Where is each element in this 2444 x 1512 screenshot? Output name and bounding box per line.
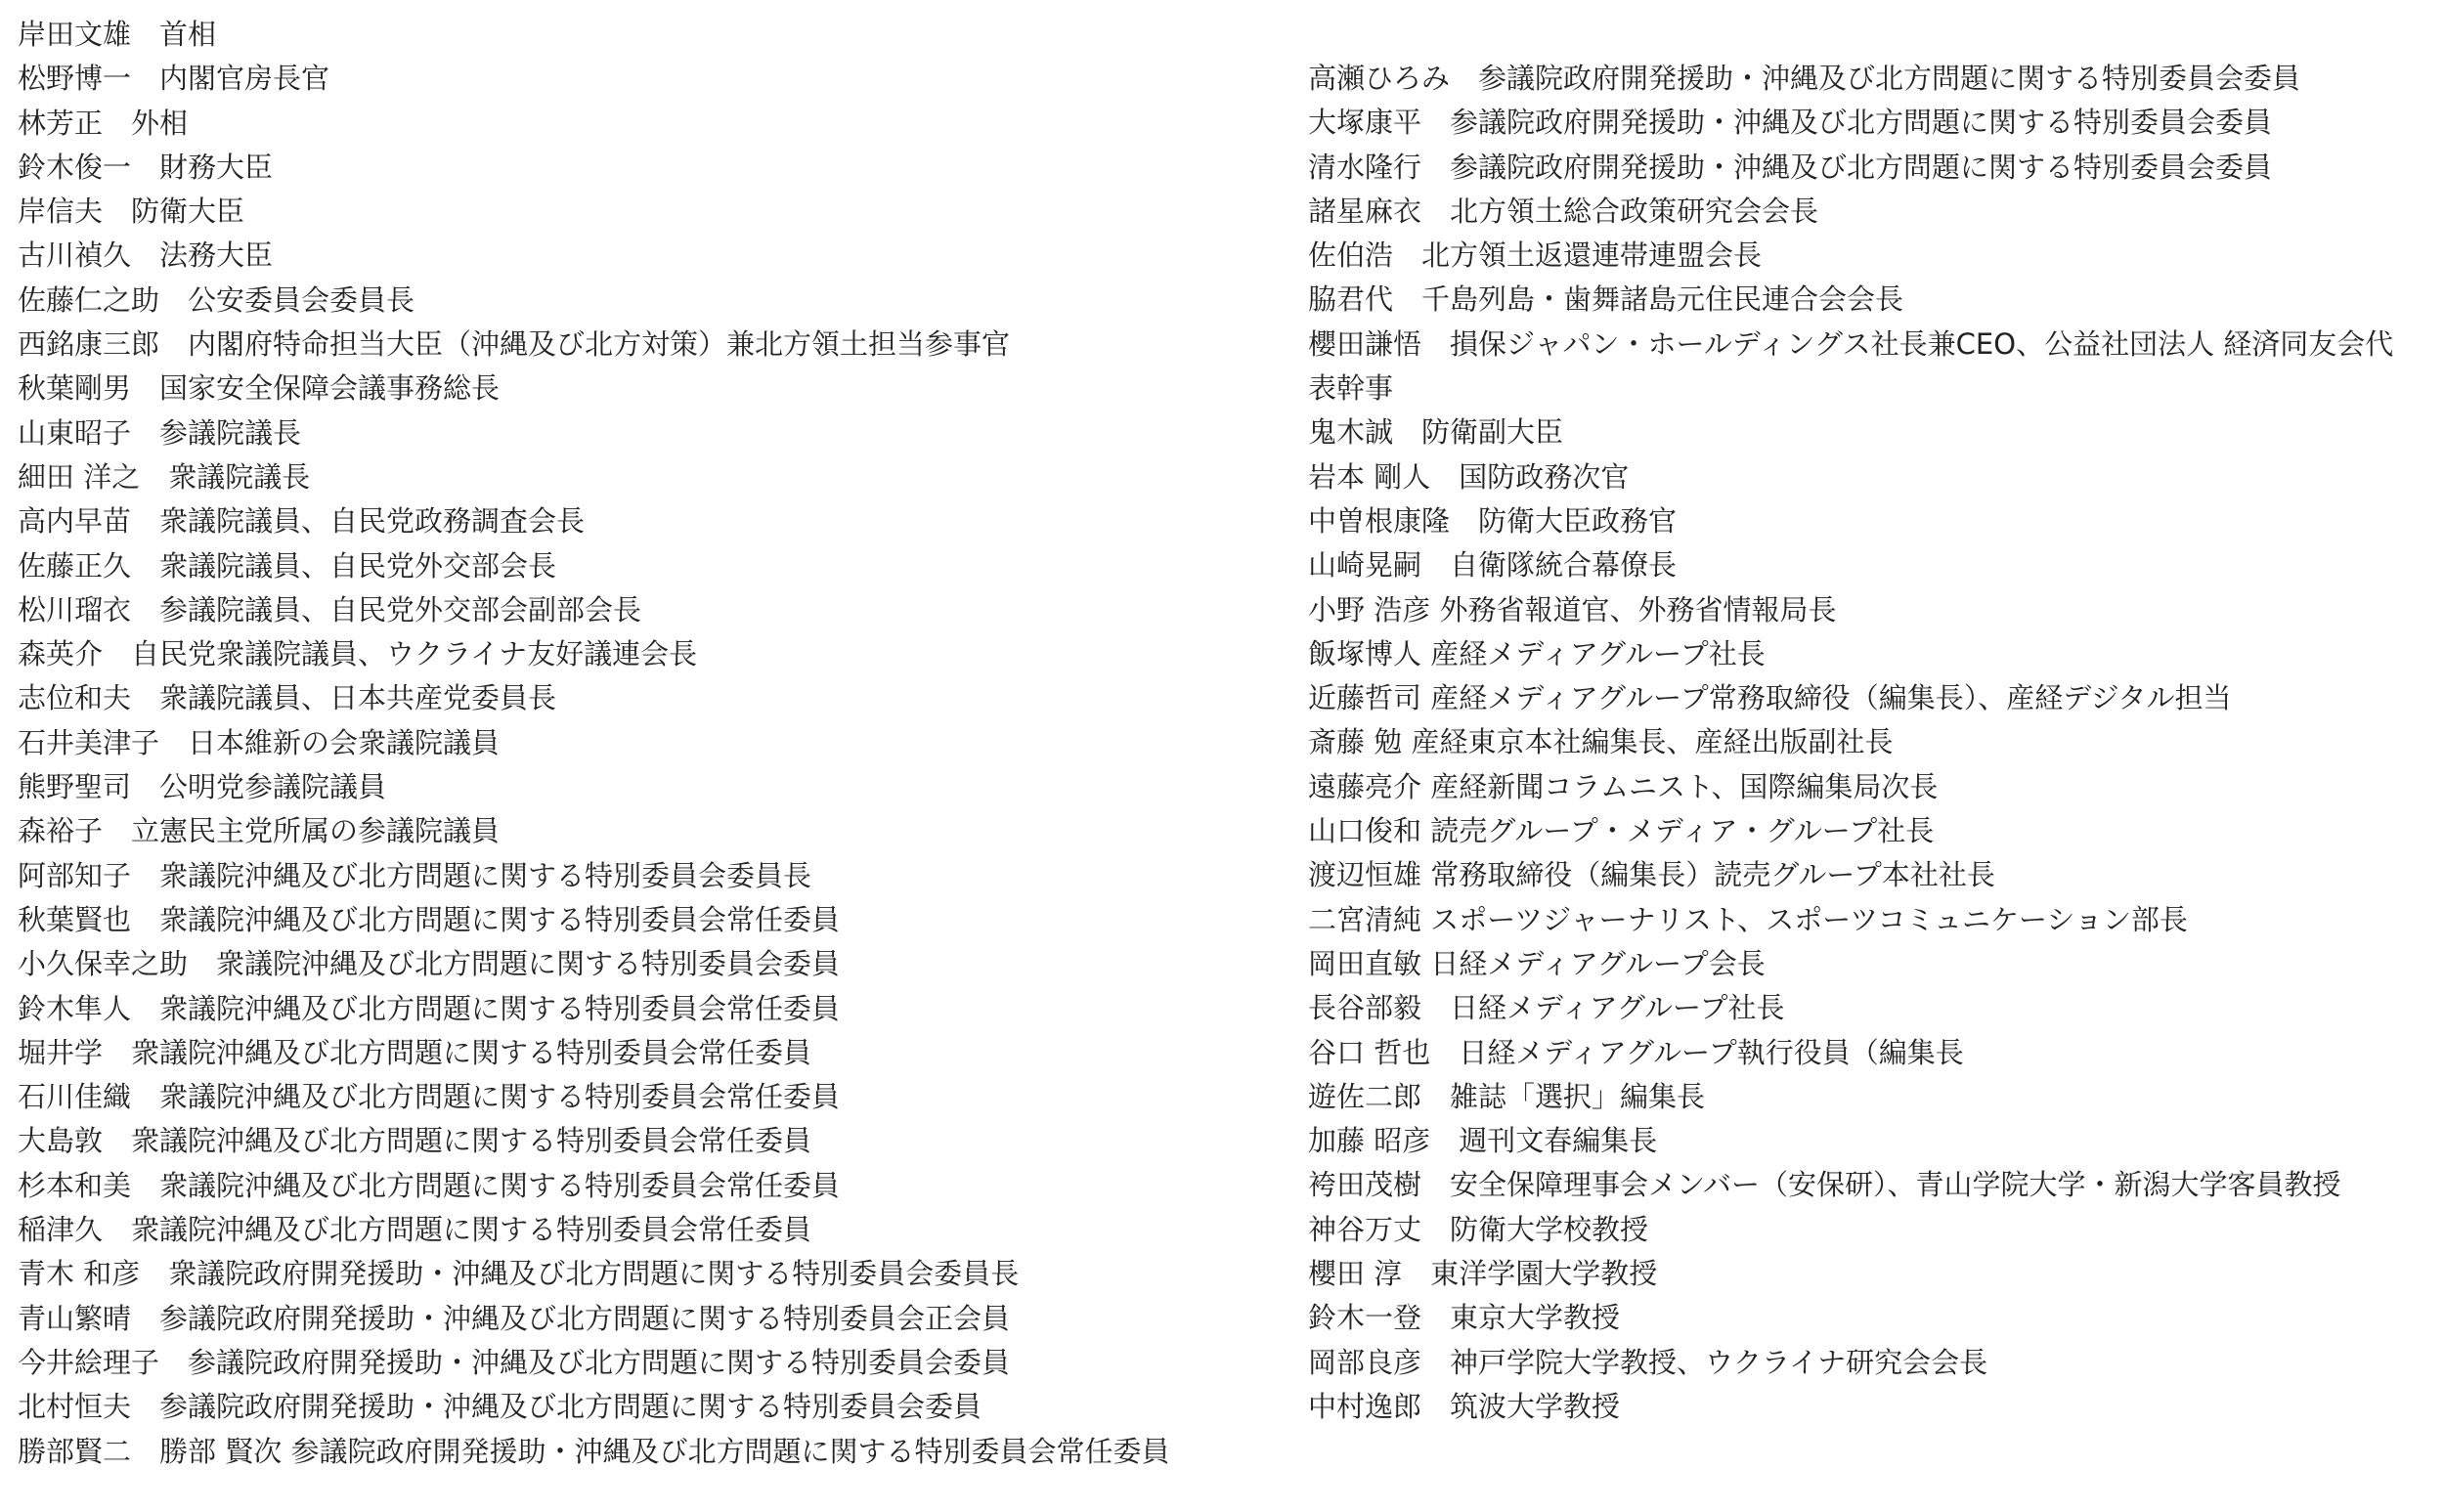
person-role: 衆議院議長 [168, 459, 311, 494]
person-role: 参議院政府開発援助・沖縄及び北方問題に関する特別委員会委員 [1450, 106, 2273, 140]
list-item [18, 765, 1288, 809]
name-role-separator [131, 151, 159, 184]
name-role-separator [1393, 238, 1421, 272]
person-role: 衆議院議員、日本共産党委員長 [159, 681, 557, 715]
list-item [1308, 1163, 2432, 1207]
name-role-separator [131, 1390, 159, 1423]
list-item [18, 1208, 1288, 1252]
name-role-separator [1430, 1124, 1459, 1157]
person-name: 古川禎久 [18, 238, 132, 273]
name-role-separator [140, 1257, 168, 1290]
list-item [1308, 499, 2432, 543]
person-name: 長谷部毅 [1308, 991, 1422, 1025]
person-name: 秋葉剛男 [18, 371, 132, 406]
name-role-separator [1402, 1257, 1430, 1290]
list-item [1308, 898, 2432, 942]
name-role-separator [1450, 62, 1478, 95]
list-item [1308, 1075, 2432, 1119]
person-role: 産経メディアグループ社長 [1430, 636, 1766, 670]
person-role: 北方領土総合政策研究会会長 [1450, 194, 1819, 228]
person-name: 北村恒夫 [18, 1390, 132, 1424]
person-role: 外相 [131, 106, 189, 140]
list-item [18, 1164, 1288, 1208]
list-item [1308, 986, 2432, 1030]
name-role-separator [131, 1080, 159, 1113]
name-role-separator [1421, 858, 1430, 891]
name-role-separator [1421, 770, 1430, 803]
name-role-separator [1421, 1346, 1450, 1379]
person-name: 山崎晃嗣 [1308, 548, 1422, 583]
list-item [18, 190, 1288, 234]
name-role-separator [1421, 1168, 1450, 1201]
name-role-separator [1421, 1213, 1450, 1246]
person-role: 日経メディアグループ会長 [1430, 946, 1766, 980]
name-role-separator [1421, 1080, 1450, 1113]
person-name: 諸星麻衣 [1308, 194, 1422, 228]
name-role-separator [131, 992, 159, 1025]
list-item [1308, 809, 2432, 853]
person-name: 石井美津子 [18, 725, 160, 759]
name-role-separator [103, 814, 131, 847]
name-role-separator [131, 859, 159, 892]
left-column-list [18, 13, 1288, 1474]
person-role: 法務大臣 [159, 238, 274, 273]
name-role-separator [1421, 548, 1450, 582]
name-role-separator [131, 62, 159, 95]
list-item [18, 898, 1288, 942]
list-item [18, 987, 1288, 1031]
person-role: 内閣官房長官 [159, 62, 330, 96]
person-role: 立憲民主党所属の参議院議員 [131, 814, 501, 848]
list-item [18, 234, 1288, 278]
name-role-separator [131, 903, 159, 936]
person-role: 防衛大臣 [131, 194, 245, 229]
person-name: 二宮清純 [1308, 902, 1422, 936]
person-name: 細田 洋之 [18, 459, 141, 494]
person-role: 衆議院沖縄及び北方問題に関する特別委員会常任委員 [131, 1035, 812, 1069]
name-role-separator [1421, 327, 1450, 361]
person-role: 雑誌「選択」編集長 [1450, 1079, 1706, 1113]
person-name: 櫻田 淳 [1308, 1257, 1403, 1291]
person-name: 林芳正 [18, 106, 104, 140]
name-role-separator [159, 726, 188, 759]
name-role-separator [1421, 194, 1450, 228]
person-name: 青山繁晴 [18, 1301, 132, 1335]
name-role-separator [1393, 282, 1421, 316]
list-item [1308, 190, 2432, 234]
person-role: 防衛大臣政務官 [1478, 503, 1678, 538]
name-role-separator [188, 947, 216, 980]
person-name: 岡部良彦 [1308, 1345, 1422, 1379]
list-item [1308, 455, 2432, 499]
person-name: 山東昭子 [18, 415, 132, 450]
person-role: 衆議院沖縄及び北方問題に関する特別委員会常任委員 [159, 1080, 841, 1114]
person-name: 高瀬ひろみ [1308, 62, 1451, 95]
list-item [1308, 1341, 2432, 1385]
name-role-separator [1450, 504, 1478, 538]
list-item [18, 1385, 1288, 1429]
name-role-separator [131, 504, 159, 538]
name-role-separator [103, 107, 131, 140]
name-role-separator [131, 1435, 159, 1468]
person-name: 佐藤仁之助 [18, 282, 160, 317]
person-role: 安全保障理事会メンバー（安保研）、青山学院大学・新潟大学客員教授 [1450, 1168, 2341, 1202]
person-name: 大塚康平 [1308, 106, 1422, 140]
person-role: 自衛隊統合幕僚長 [1450, 548, 1678, 583]
person-name: 山口俊和 [1308, 814, 1422, 848]
name-role-separator [159, 283, 188, 317]
list-item [18, 279, 1288, 323]
name-role-separator [131, 371, 159, 405]
person-name: 袴田茂樹 [1308, 1168, 1422, 1202]
list-item [1308, 278, 2432, 322]
person-name: 遠藤亮介 [1308, 769, 1422, 803]
name-role-separator [159, 1346, 188, 1379]
list-item [18, 1075, 1288, 1119]
name-role-separator [131, 18, 159, 51]
person-role: 衆議院沖縄及び北方問題に関する特別委員会委員 [216, 947, 841, 981]
person-name: 神谷万丈 [1308, 1212, 1422, 1246]
list-item [18, 1031, 1288, 1075]
person-name: 石川佳織 [18, 1080, 132, 1114]
person-role: 参議院政府開発援助・沖縄及び北方問題に関する特別委員会委員 [159, 1390, 982, 1424]
name-role-separator [159, 327, 188, 361]
name-role-separator [1421, 991, 1450, 1024]
list-item [18, 1119, 1288, 1163]
person-name: 近藤哲司 [1308, 681, 1422, 715]
person-role: 東京大学教授 [1450, 1301, 1621, 1335]
list-item [1308, 1385, 2432, 1429]
person-name: 中曽根康隆 [1308, 503, 1451, 538]
list-item [18, 499, 1288, 543]
list-item [18, 588, 1288, 632]
person-role: 防衛副大臣 [1421, 415, 1564, 450]
name-role-separator [131, 770, 159, 803]
person-name: 大島敦 [18, 1124, 104, 1158]
person-name: 斎藤 勉 [1308, 725, 1403, 759]
name-role-separator [1393, 415, 1421, 449]
list-item [1308, 1252, 2432, 1296]
list-item [1308, 765, 2432, 809]
name-role-separator [1421, 947, 1430, 980]
person-name: 小野 浩彦 [1308, 592, 1431, 626]
person-role: 勝部 賢次 参議院政府開発援助・沖縄及び北方問題に関する特別委員会常任委員 [159, 1434, 1170, 1468]
person-role: 衆議院沖縄及び北方問題に関する特別委員会常任委員 [159, 1168, 841, 1202]
person-name: 西銘康三郎 [18, 327, 160, 362]
name-role-separator [131, 681, 159, 714]
person-name: 森裕子 [18, 814, 104, 848]
person-name: 遊佐二郎 [1308, 1079, 1422, 1113]
name-role-separator [1430, 460, 1459, 494]
person-role: 読売グループ・メディア・グループ社長 [1430, 814, 1935, 848]
list-item [18, 1341, 1288, 1385]
list-item [1308, 1119, 2432, 1163]
list-item [18, 1252, 1288, 1296]
person-name: 小久保幸之助 [18, 947, 189, 981]
name-role-separator [103, 194, 131, 228]
list-item [1308, 323, 2413, 411]
person-name: 鈴木隼人 [18, 991, 132, 1025]
person-name: 高内早苗 [18, 504, 132, 539]
list-item [18, 13, 1288, 57]
person-role: 日経メディアグループ執行役員（編集長 [1459, 1035, 1964, 1069]
list-item [18, 942, 1288, 986]
name-role-separator [1421, 151, 1450, 184]
person-role: 東洋学園大学教授 [1430, 1257, 1658, 1291]
person-role: 衆議院沖縄及び北方問題に関する特別委員会常任委員 [159, 902, 841, 936]
list-item [18, 367, 1288, 410]
list-item [18, 1297, 1288, 1341]
person-name: 今井絵理子 [18, 1345, 160, 1379]
list-item [1308, 1031, 2432, 1075]
person-role: 損保ジャパン・ホールディングス社長兼CEO、公益社団法人 経済同友会代表幹事 [1308, 326, 2394, 406]
person-role: 参議院政府開発援助・沖縄及び北方問題に関する特別委員会委員 [1478, 62, 2301, 95]
list-item [18, 544, 1288, 588]
name-role-separator [1421, 106, 1450, 139]
name-role-separator [131, 1169, 159, 1202]
person-role: 神戸学院大学教授、ウクライナ研究会会長 [1450, 1345, 1988, 1379]
person-name: 鬼木誠 [1308, 415, 1394, 450]
person-role: 参議院政府開発援助・沖縄及び北方問題に関する特別委員会委員 [1450, 150, 2273, 184]
person-role: 衆議院沖縄及び北方問題に関する特別委員会常任委員 [131, 1124, 812, 1158]
person-name: 森英介 [18, 637, 104, 671]
person-role: 衆議院沖縄及び北方問題に関する特別委員会常任委員 [159, 991, 841, 1025]
list-item [18, 676, 1288, 720]
person-role: 北方領土返還連帯連盟会長 [1421, 238, 1763, 273]
name-role-separator [1421, 637, 1430, 670]
right-column-list [1308, 57, 2432, 1429]
name-role-separator [140, 460, 168, 494]
list-item [1308, 942, 2432, 986]
person-name: 岩本 剛人 [1308, 459, 1431, 494]
name-role-separator [1421, 1301, 1450, 1334]
name-role-separator [1430, 1036, 1459, 1069]
person-role: 衆議院沖縄及び北方問題に関する特別委員会委員長 [159, 858, 812, 892]
list-item [1308, 543, 2432, 587]
person-role: 衆議院議員、自民党政務調査会長 [159, 504, 586, 539]
person-role: 筑波大学教授 [1450, 1389, 1621, 1423]
name-role-separator [131, 1302, 159, 1335]
list-item [1308, 410, 2432, 454]
list-item [18, 632, 1288, 676]
list-item [18, 57, 1288, 101]
person-role: 参議院議員、自民党外交部会副部会長 [159, 592, 642, 626]
list-item [18, 809, 1288, 853]
person-name: 佐伯浩 [1308, 238, 1394, 273]
person-role: 参議院政府開発援助・沖縄及び北方問題に関する特別委員会委員 [188, 1345, 1011, 1379]
list-item [1308, 1296, 2432, 1340]
name-role-separator [131, 416, 159, 450]
person-role: 防衛大学校教授 [1450, 1212, 1649, 1246]
person-name: 阿部知子 [18, 858, 132, 892]
list-item [1308, 853, 2432, 897]
person-name: 谷口 哲也 [1308, 1035, 1431, 1069]
person-role: 国家安全保障会議事務総長 [159, 371, 501, 406]
name-role-separator [103, 1124, 131, 1157]
person-role: 日経メディアグループ社長 [1450, 991, 1785, 1025]
name-role-separator [103, 1213, 131, 1246]
person-role: 産経メディアグループ常務取締役（編集長）、産経デジタル担当 [1430, 681, 2232, 715]
list-item [1308, 632, 2432, 676]
list-item [18, 323, 1288, 367]
person-role: 衆議院沖縄及び北方問題に関する特別委員会常任委員 [131, 1213, 812, 1247]
person-role: 参議院議長 [159, 415, 302, 450]
person-role: 常務取締役（編集長）読売グループ本社社長 [1430, 858, 1995, 892]
person-name: 鈴木一登 [1308, 1301, 1422, 1335]
person-name: 脇君代 [1308, 282, 1394, 317]
person-name: 中村逸郎 [1308, 1389, 1422, 1423]
person-name: 岸田文雄 [18, 18, 132, 51]
person-name: 堀井学 [18, 1035, 104, 1069]
person-role: 衆議院議員、自民党外交部会長 [159, 548, 557, 583]
person-name: 櫻田謙悟 [1308, 326, 1422, 361]
person-name: 熊野聖司 [18, 770, 132, 804]
list-item [18, 146, 1288, 190]
person-name: 稲津久 [18, 1213, 104, 1247]
person-role: 参議院政府開発援助・沖縄及び北方問題に関する特別委員会正会員 [159, 1301, 1011, 1335]
person-name: 松野博一 [18, 62, 132, 96]
list-item [1308, 101, 2432, 145]
list-item [1308, 234, 2432, 278]
person-role: 内閣府特命担当大臣（沖縄及び北方対策）兼北方領土担当参事官 [188, 327, 1011, 362]
list-item [1308, 720, 2432, 764]
person-name: 秋葉賢也 [18, 902, 132, 936]
name-role-separator [131, 593, 159, 626]
name-role-separator [1421, 903, 1430, 936]
person-name: 鈴木俊一 [18, 150, 132, 184]
person-name: 飯塚博人 [1308, 636, 1422, 670]
person-role: 国防政務次官 [1459, 459, 1630, 494]
list-item [1308, 1208, 2432, 1252]
person-name: 松川瑠衣 [18, 592, 132, 626]
person-role: 千島列島・歯舞諸島元住民連合会会長 [1421, 282, 1904, 317]
person-role: 衆議院政府開発援助・沖縄及び北方問題に関する特別委員会委員長 [168, 1257, 1020, 1291]
person-role: 公明党参議院議員 [159, 770, 387, 804]
person-name: 志位和夫 [18, 681, 132, 715]
person-role: 外務省報道官、外務省情報局長 [1439, 592, 1837, 626]
person-role: 首相 [159, 18, 217, 51]
list-item [18, 854, 1288, 898]
name-role-separator [103, 1036, 131, 1069]
name-role-separator [1421, 1390, 1450, 1423]
person-role: 公安委員会委員長 [188, 282, 415, 317]
list-item [18, 455, 1288, 499]
person-role: 日本維新の会衆議院議員 [188, 725, 501, 759]
name-role-separator [131, 238, 159, 272]
person-role: 産経東京本社編集長、産経出版副社長 [1411, 725, 1894, 759]
name-role-separator [131, 549, 159, 583]
person-name: 青木 和彦 [18, 1257, 141, 1291]
list-item [18, 1430, 1171, 1474]
person-name: 岡田直敏 [1308, 946, 1422, 980]
list-item [18, 411, 1288, 455]
person-role: 財務大臣 [159, 150, 274, 184]
name-role-separator [1421, 814, 1430, 847]
person-role: 産経新聞コラムニスト、国際編集局次長 [1430, 769, 1939, 803]
person-name: 杉本和美 [18, 1168, 132, 1202]
list-item [1308, 588, 2432, 632]
list-item [1308, 146, 2432, 190]
list-item [1308, 57, 2432, 101]
person-role: スポーツジャーナリスト、スポーツコミュニケーション部長 [1430, 902, 2188, 936]
person-name: 勝部賢二 [18, 1434, 132, 1468]
person-name: 清水隆行 [1308, 150, 1422, 184]
person-name: 渡辺恒雄 [1308, 858, 1422, 892]
name-role-separator [103, 637, 131, 670]
name-role-separator [1421, 681, 1430, 714]
person-name: 加藤 昭彦 [1308, 1124, 1431, 1158]
list-item [18, 102, 1288, 146]
person-role: 週刊文春編集長 [1459, 1124, 1658, 1158]
list-item [18, 721, 1288, 765]
list-item [1308, 676, 2432, 720]
person-name: 佐藤正久 [18, 548, 132, 583]
person-role: 自民党衆議院議員、ウクライナ友好議連会長 [131, 637, 698, 671]
person-name: 岸信夫 [18, 194, 104, 229]
